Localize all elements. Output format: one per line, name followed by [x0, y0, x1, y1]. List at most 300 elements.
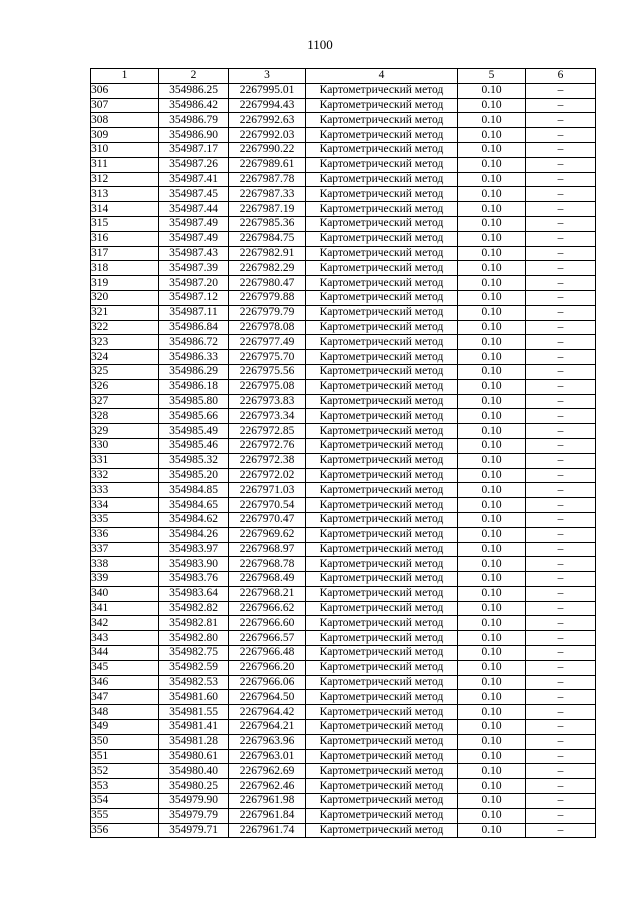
- note-cell: –: [526, 187, 596, 202]
- method-cell: Картометрический метод: [306, 660, 458, 675]
- point-number-cell: 354: [91, 794, 159, 809]
- note-cell: –: [526, 705, 596, 720]
- x-coordinate-cell: 354983.64: [159, 586, 229, 601]
- method-cell: Картометрический метод: [306, 276, 458, 291]
- y-coordinate-cell: 2267970.54: [229, 498, 306, 513]
- note-cell: –: [526, 631, 596, 646]
- note-cell: –: [526, 527, 596, 542]
- x-coordinate-cell: 354985.46: [159, 438, 229, 453]
- accuracy-cell: 0.10: [458, 483, 526, 498]
- note-cell: –: [526, 808, 596, 823]
- method-cell: Картометрический метод: [306, 394, 458, 409]
- note-cell: –: [526, 542, 596, 557]
- accuracy-cell: 0.10: [458, 808, 526, 823]
- x-coordinate-cell: 354982.82: [159, 601, 229, 616]
- table-row: [91, 705, 596, 720]
- note-cell: –: [526, 438, 596, 453]
- method-cell: Картометрический метод: [306, 557, 458, 572]
- note-cell: –: [526, 216, 596, 231]
- accuracy-cell: 0.10: [458, 202, 526, 217]
- method-cell: Картометрический метод: [306, 216, 458, 231]
- accuracy-cell: 0.10: [458, 276, 526, 291]
- point-number-cell: 350: [91, 734, 159, 749]
- table-row: [91, 749, 596, 764]
- note-cell: –: [526, 764, 596, 779]
- point-number-cell: 333: [91, 483, 159, 498]
- accuracy-cell: 0.10: [458, 172, 526, 187]
- table-row: [91, 720, 596, 735]
- table-row: [91, 512, 596, 527]
- y-coordinate-cell: 2267966.60: [229, 616, 306, 631]
- x-coordinate-cell: 354983.90: [159, 557, 229, 572]
- table-row: [91, 202, 596, 217]
- method-cell: Картометрический метод: [306, 808, 458, 823]
- y-coordinate-cell: 2267966.48: [229, 646, 306, 661]
- method-cell: Картометрический метод: [306, 675, 458, 690]
- x-coordinate-cell: 354987.17: [159, 142, 229, 157]
- point-number-cell: 315: [91, 216, 159, 231]
- table-row: [91, 453, 596, 468]
- note-cell: –: [526, 335, 596, 350]
- table-row: [91, 764, 596, 779]
- table-row: [91, 646, 596, 661]
- y-coordinate-cell: 2267987.33: [229, 187, 306, 202]
- method-cell: Картометрический метод: [306, 438, 458, 453]
- note-cell: –: [526, 364, 596, 379]
- table-row: [91, 616, 596, 631]
- point-number-cell: 329: [91, 424, 159, 439]
- method-cell: Картометрический метод: [306, 794, 458, 809]
- method-cell: Картометрический метод: [306, 631, 458, 646]
- note-cell: –: [526, 246, 596, 261]
- x-coordinate-cell: 354987.45: [159, 187, 229, 202]
- note-cell: –: [526, 128, 596, 143]
- table-row: [91, 734, 596, 749]
- y-coordinate-cell: 2267980.47: [229, 276, 306, 291]
- x-coordinate-cell: 354986.42: [159, 98, 229, 113]
- table-row: [91, 409, 596, 424]
- table-row: [91, 483, 596, 498]
- point-number-cell: 309: [91, 128, 159, 143]
- point-number-cell: 332: [91, 468, 159, 483]
- header-col-2: 2: [159, 69, 229, 84]
- x-coordinate-cell: 354979.71: [159, 823, 229, 838]
- table-row: [91, 305, 596, 320]
- table-row: [91, 83, 596, 98]
- accuracy-cell: 0.10: [458, 720, 526, 735]
- y-coordinate-cell: 2267964.42: [229, 705, 306, 720]
- x-coordinate-cell: 354987.11: [159, 305, 229, 320]
- y-coordinate-cell: 2267990.22: [229, 142, 306, 157]
- method-cell: Картометрический метод: [306, 764, 458, 779]
- y-coordinate-cell: 2267961.98: [229, 794, 306, 809]
- note-cell: –: [526, 202, 596, 217]
- point-number-cell: 314: [91, 202, 159, 217]
- method-cell: Картометрический метод: [306, 142, 458, 157]
- y-coordinate-cell: 2267975.08: [229, 379, 306, 394]
- note-cell: –: [526, 261, 596, 276]
- point-number-cell: 353: [91, 779, 159, 794]
- method-cell: Картометрический метод: [306, 498, 458, 513]
- method-cell: Картометрический метод: [306, 305, 458, 320]
- x-coordinate-cell: 354986.79: [159, 113, 229, 128]
- table-row: [91, 113, 596, 128]
- method-cell: Картометрический метод: [306, 113, 458, 128]
- point-number-cell: 341: [91, 601, 159, 616]
- note-cell: –: [526, 779, 596, 794]
- y-coordinate-cell: 2267987.19: [229, 202, 306, 217]
- table-body: [91, 83, 596, 838]
- method-cell: Картометрический метод: [306, 157, 458, 172]
- table-row: [91, 660, 596, 675]
- table-row: [91, 379, 596, 394]
- y-coordinate-cell: 2267961.84: [229, 808, 306, 823]
- x-coordinate-cell: 354981.60: [159, 690, 229, 705]
- accuracy-cell: 0.10: [458, 335, 526, 350]
- method-cell: Картометрический метод: [306, 527, 458, 542]
- x-coordinate-cell: 354984.85: [159, 483, 229, 498]
- x-coordinate-cell: 354982.53: [159, 675, 229, 690]
- method-cell: Картометрический метод: [306, 364, 458, 379]
- accuracy-cell: 0.10: [458, 438, 526, 453]
- x-coordinate-cell: 354981.55: [159, 705, 229, 720]
- note-cell: –: [526, 616, 596, 631]
- x-coordinate-cell: 354979.79: [159, 808, 229, 823]
- point-number-cell: 313: [91, 187, 159, 202]
- note-cell: –: [526, 601, 596, 616]
- x-coordinate-cell: 354986.72: [159, 335, 229, 350]
- method-cell: Картометрический метод: [306, 350, 458, 365]
- point-number-cell: 348: [91, 705, 159, 720]
- method-cell: Картометрический метод: [306, 779, 458, 794]
- accuracy-cell: 0.10: [458, 350, 526, 365]
- method-cell: Картометрический метод: [306, 823, 458, 838]
- y-coordinate-cell: 2267961.74: [229, 823, 306, 838]
- table-row: [91, 335, 596, 350]
- accuracy-cell: 0.10: [458, 675, 526, 690]
- x-coordinate-cell: 354987.39: [159, 261, 229, 276]
- x-coordinate-cell: 354985.80: [159, 394, 229, 409]
- accuracy-cell: 0.10: [458, 246, 526, 261]
- accuracy-cell: 0.10: [458, 705, 526, 720]
- accuracy-cell: 0.10: [458, 157, 526, 172]
- y-coordinate-cell: 2267973.83: [229, 394, 306, 409]
- x-coordinate-cell: 354984.62: [159, 512, 229, 527]
- table-header: [91, 69, 596, 84]
- note-cell: –: [526, 453, 596, 468]
- x-coordinate-cell: 354982.75: [159, 646, 229, 661]
- x-coordinate-cell: 354985.49: [159, 424, 229, 439]
- table-row: [91, 98, 596, 113]
- point-number-cell: 327: [91, 394, 159, 409]
- y-coordinate-cell: 2267995.01: [229, 83, 306, 98]
- x-coordinate-cell: 354980.61: [159, 749, 229, 764]
- accuracy-cell: 0.10: [458, 498, 526, 513]
- accuracy-cell: 0.10: [458, 320, 526, 335]
- y-coordinate-cell: 2267977.49: [229, 335, 306, 350]
- note-cell: –: [526, 572, 596, 587]
- method-cell: Картометрический метод: [306, 720, 458, 735]
- table-row: [91, 601, 596, 616]
- y-coordinate-cell: 2267989.61: [229, 157, 306, 172]
- point-number-cell: 319: [91, 276, 159, 291]
- point-number-cell: 310: [91, 142, 159, 157]
- note-cell: –: [526, 749, 596, 764]
- y-coordinate-cell: 2267992.63: [229, 113, 306, 128]
- accuracy-cell: 0.10: [458, 231, 526, 246]
- y-coordinate-cell: 2267966.62: [229, 601, 306, 616]
- table-row: [91, 394, 596, 409]
- y-coordinate-cell: 2267979.88: [229, 290, 306, 305]
- table-row: [91, 808, 596, 823]
- point-number-cell: 323: [91, 335, 159, 350]
- point-number-cell: 312: [91, 172, 159, 187]
- x-coordinate-cell: 354987.49: [159, 231, 229, 246]
- note-cell: –: [526, 424, 596, 439]
- note-cell: –: [526, 172, 596, 187]
- note-cell: –: [526, 646, 596, 661]
- header-col-3: 3: [229, 69, 306, 84]
- point-number-cell: 326: [91, 379, 159, 394]
- point-number-cell: 336: [91, 527, 159, 542]
- note-cell: –: [526, 720, 596, 735]
- accuracy-cell: 0.10: [458, 542, 526, 557]
- point-number-cell: 349: [91, 720, 159, 735]
- accuracy-cell: 0.10: [458, 512, 526, 527]
- method-cell: Картометрический метод: [306, 335, 458, 350]
- accuracy-cell: 0.10: [458, 779, 526, 794]
- accuracy-cell: 0.10: [458, 660, 526, 675]
- method-cell: Картометрический метод: [306, 586, 458, 601]
- x-coordinate-cell: 354982.81: [159, 616, 229, 631]
- point-number-cell: 356: [91, 823, 159, 838]
- accuracy-cell: 0.10: [458, 379, 526, 394]
- y-coordinate-cell: 2267975.56: [229, 364, 306, 379]
- point-number-cell: 346: [91, 675, 159, 690]
- y-coordinate-cell: 2267972.85: [229, 424, 306, 439]
- accuracy-cell: 0.10: [458, 572, 526, 587]
- point-number-cell: 317: [91, 246, 159, 261]
- x-coordinate-cell: 354986.25: [159, 83, 229, 98]
- note-cell: –: [526, 734, 596, 749]
- note-cell: –: [526, 498, 596, 513]
- table-row: [91, 572, 596, 587]
- accuracy-cell: 0.10: [458, 734, 526, 749]
- x-coordinate-cell: 354981.28: [159, 734, 229, 749]
- x-coordinate-cell: 354987.20: [159, 276, 229, 291]
- y-coordinate-cell: 2267963.96: [229, 734, 306, 749]
- accuracy-cell: 0.10: [458, 631, 526, 646]
- method-cell: Картометрический метод: [306, 542, 458, 557]
- x-coordinate-cell: 354982.59: [159, 660, 229, 675]
- note-cell: –: [526, 320, 596, 335]
- method-cell: Картометрический метод: [306, 512, 458, 527]
- method-cell: Картометрический метод: [306, 424, 458, 439]
- x-coordinate-cell: 354983.76: [159, 572, 229, 587]
- accuracy-cell: 0.10: [458, 83, 526, 98]
- point-number-cell: 352: [91, 764, 159, 779]
- coordinates-table: [90, 68, 596, 838]
- table-row: [91, 675, 596, 690]
- method-cell: Картометрический метод: [306, 83, 458, 98]
- table-row: [91, 542, 596, 557]
- point-number-cell: 340: [91, 586, 159, 601]
- method-cell: Картометрический метод: [306, 734, 458, 749]
- note-cell: –: [526, 290, 596, 305]
- table-row: [91, 527, 596, 542]
- note-cell: –: [526, 468, 596, 483]
- x-coordinate-cell: 354985.32: [159, 453, 229, 468]
- accuracy-cell: 0.10: [458, 216, 526, 231]
- point-number-cell: 347: [91, 690, 159, 705]
- y-coordinate-cell: 2267970.47: [229, 512, 306, 527]
- accuracy-cell: 0.10: [458, 409, 526, 424]
- y-coordinate-cell: 2267963.01: [229, 749, 306, 764]
- x-coordinate-cell: 354985.66: [159, 409, 229, 424]
- point-number-cell: 322: [91, 320, 159, 335]
- y-coordinate-cell: 2267968.21: [229, 586, 306, 601]
- note-cell: –: [526, 98, 596, 113]
- accuracy-cell: 0.10: [458, 453, 526, 468]
- y-coordinate-cell: 2267973.34: [229, 409, 306, 424]
- x-coordinate-cell: 354987.49: [159, 216, 229, 231]
- note-cell: –: [526, 350, 596, 365]
- table-row: [91, 794, 596, 809]
- method-cell: Картометрический метод: [306, 231, 458, 246]
- method-cell: Картометрический метод: [306, 409, 458, 424]
- method-cell: Картометрический метод: [306, 320, 458, 335]
- method-cell: Картометрический метод: [306, 172, 458, 187]
- y-coordinate-cell: 2267964.21: [229, 720, 306, 735]
- note-cell: –: [526, 586, 596, 601]
- y-coordinate-cell: 2267964.50: [229, 690, 306, 705]
- y-coordinate-cell: 2267982.29: [229, 261, 306, 276]
- x-coordinate-cell: 354982.80: [159, 631, 229, 646]
- point-number-cell: 316: [91, 231, 159, 246]
- method-cell: Картометрический метод: [306, 601, 458, 616]
- note-cell: –: [526, 409, 596, 424]
- header-col-6: 6: [526, 69, 596, 84]
- note-cell: –: [526, 276, 596, 291]
- accuracy-cell: 0.10: [458, 290, 526, 305]
- point-number-cell: 330: [91, 438, 159, 453]
- point-number-cell: 351: [91, 749, 159, 764]
- accuracy-cell: 0.10: [458, 468, 526, 483]
- x-coordinate-cell: 354984.26: [159, 527, 229, 542]
- header-row: [91, 69, 596, 84]
- point-number-cell: 344: [91, 646, 159, 661]
- note-cell: –: [526, 394, 596, 409]
- accuracy-cell: 0.10: [458, 616, 526, 631]
- y-coordinate-cell: 2267972.02: [229, 468, 306, 483]
- table-row: [91, 586, 596, 601]
- accuracy-cell: 0.10: [458, 749, 526, 764]
- note-cell: –: [526, 83, 596, 98]
- table-row: [91, 261, 596, 276]
- note-cell: –: [526, 675, 596, 690]
- method-cell: Картометрический метод: [306, 128, 458, 143]
- note-cell: –: [526, 157, 596, 172]
- point-number-cell: 311: [91, 157, 159, 172]
- accuracy-cell: 0.10: [458, 794, 526, 809]
- accuracy-cell: 0.10: [458, 557, 526, 572]
- note-cell: –: [526, 690, 596, 705]
- x-coordinate-cell: 354987.12: [159, 290, 229, 305]
- y-coordinate-cell: 2267962.46: [229, 779, 306, 794]
- y-coordinate-cell: 2267992.03: [229, 128, 306, 143]
- y-coordinate-cell: 2267962.69: [229, 764, 306, 779]
- header-col-5: 5: [458, 69, 526, 84]
- method-cell: Картометрический метод: [306, 202, 458, 217]
- header-col-1: 1: [91, 69, 159, 84]
- method-cell: Картометрический метод: [306, 379, 458, 394]
- header-col-4: 4: [306, 69, 458, 84]
- table-row: [91, 468, 596, 483]
- point-number-cell: 306: [91, 83, 159, 98]
- accuracy-cell: 0.10: [458, 364, 526, 379]
- table-row: [91, 823, 596, 838]
- point-number-cell: 345: [91, 660, 159, 675]
- y-coordinate-cell: 2267972.38: [229, 453, 306, 468]
- y-coordinate-cell: 2267994.43: [229, 98, 306, 113]
- x-coordinate-cell: 354987.26: [159, 157, 229, 172]
- x-coordinate-cell: 354986.29: [159, 364, 229, 379]
- x-coordinate-cell: 354986.33: [159, 350, 229, 365]
- table-row: [91, 172, 596, 187]
- x-coordinate-cell: 354980.25: [159, 779, 229, 794]
- table-row: [91, 320, 596, 335]
- y-coordinate-cell: 2267987.78: [229, 172, 306, 187]
- x-coordinate-cell: 354987.44: [159, 202, 229, 217]
- y-coordinate-cell: 2267968.78: [229, 557, 306, 572]
- x-coordinate-cell: 354986.90: [159, 128, 229, 143]
- y-coordinate-cell: 2267982.91: [229, 246, 306, 261]
- point-number-cell: 342: [91, 616, 159, 631]
- table-row: [91, 276, 596, 291]
- x-coordinate-cell: 354983.97: [159, 542, 229, 557]
- table-row: [91, 128, 596, 143]
- method-cell: Картометрический метод: [306, 483, 458, 498]
- note-cell: –: [526, 660, 596, 675]
- method-cell: Картометрический метод: [306, 261, 458, 276]
- point-number-cell: 339: [91, 572, 159, 587]
- accuracy-cell: 0.10: [458, 128, 526, 143]
- note-cell: –: [526, 142, 596, 157]
- method-cell: Картометрический метод: [306, 468, 458, 483]
- table-row: [91, 631, 596, 646]
- y-coordinate-cell: 2267985.36: [229, 216, 306, 231]
- table-row: [91, 424, 596, 439]
- y-coordinate-cell: 2267984.75: [229, 231, 306, 246]
- note-cell: –: [526, 231, 596, 246]
- table-row: [91, 779, 596, 794]
- y-coordinate-cell: 2267979.79: [229, 305, 306, 320]
- x-coordinate-cell: 354980.40: [159, 764, 229, 779]
- table-row: [91, 557, 596, 572]
- y-coordinate-cell: 2267966.06: [229, 675, 306, 690]
- note-cell: –: [526, 113, 596, 128]
- method-cell: Картометрический метод: [306, 98, 458, 113]
- note-cell: –: [526, 483, 596, 498]
- x-coordinate-cell: 354984.65: [159, 498, 229, 513]
- point-number-cell: 337: [91, 542, 159, 557]
- x-coordinate-cell: 354986.84: [159, 320, 229, 335]
- y-coordinate-cell: 2267969.62: [229, 527, 306, 542]
- point-number-cell: 334: [91, 498, 159, 513]
- point-number-cell: 343: [91, 631, 159, 646]
- accuracy-cell: 0.10: [458, 690, 526, 705]
- accuracy-cell: 0.10: [458, 261, 526, 276]
